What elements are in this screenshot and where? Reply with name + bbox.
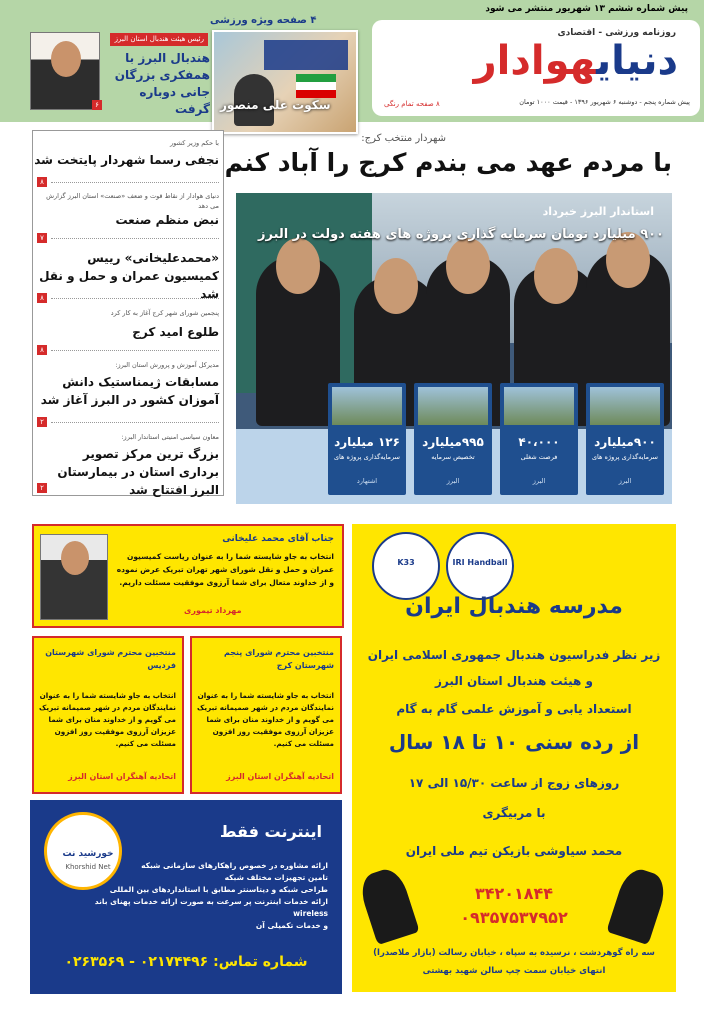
sidebar-kicker: با حکم وزیر کشور [170, 139, 219, 147]
internet-ad-services [58, 860, 328, 932]
stat-label: تخصیص سرمایه [431, 453, 475, 461]
stat-value: ۹۹۵میلیارد [422, 435, 484, 449]
divider [51, 350, 219, 351]
promo-cover-image[interactable] [212, 30, 358, 134]
sidebar-item[interactable] [33, 187, 223, 242]
school-title: مدرسه هندبال ایران [405, 594, 623, 619]
congrats-title: منتخبین محترم شورای شهرستان فردیس [45, 648, 176, 670]
divider [51, 422, 219, 423]
internet-ad-phone[interactable]: شماره تماس: ۰۲۱۷۴۴۹۶ - ۰۲۶۳۵۶۹ [64, 954, 308, 970]
logo-subtext: Khorshid Net [65, 863, 111, 871]
congrats-body: انتخاب به جاو شایسته شما را به عنوان نمایندگان مردم در شهر صمیمانه تبریک می گویم و از خداوند منان برای شما عزیزان آرزوی موفقیت روز افزون مسئلت می کنیم. [197, 691, 334, 748]
congrats-body: انتخاب به جاو شایسته شما را به عنوان نمایندگان مردم در شهر صمیمانه تبریک می گویم و از خداوند منان برای شما عزیزان آرزوی موفقیت روز افزون مسئلت می کنیم. [39, 691, 176, 748]
top-story-kicker: رئیس هیئت هندبال استان البرز [110, 33, 208, 46]
masthead-logo [474, 38, 678, 84]
lead-subheadline: ۹۰۰ میلیارد تومان سرمایه گذاری پروژه های هفته دولت در البرز [258, 227, 664, 242]
divider [51, 238, 219, 239]
sidebar-title: نجفی رسما شهردار پایتخت شد [34, 153, 219, 167]
logo-text: K33 [397, 558, 415, 567]
stat-value: ۴۰،۰۰۰ [518, 435, 560, 449]
stat-label: سرمایه‌گذاری پروژه های [333, 453, 401, 461]
logo-part2: هوادار [473, 38, 597, 84]
congrats-title: منتخبین محترم شورای پنجم شهرستان کرج [223, 648, 334, 670]
service-line: ارائه خدمات اینترنت پر سرعت به صورت ارائه خدمات پهنای باند wireless [94, 897, 328, 918]
top-story-photo [30, 32, 100, 110]
stat-card [414, 383, 492, 495]
handball-federation-logo [446, 532, 514, 600]
school-age-range: از رده سنی ۱۰ تا ۱۸ سال [388, 730, 640, 754]
masthead-pretitle: پیش شماره ششم ۱۳ شهریور منتشر می شود [485, 4, 688, 14]
service-line: تامین تجهیزات مختلف شبکه [224, 873, 328, 882]
congrats-ad-karaj[interactable] [190, 636, 342, 794]
congrats-signature: مهرداد تیموری [184, 606, 242, 615]
sidebar-title: بزرگ ترین مرکز تصویر برداری استان در بیمارستان البرز افتتاح شد [57, 447, 219, 497]
masthead-dateline: پیش شماره پنجم - دوشنبه ۶ شهریور ۱۳۹۶ - قیمت ۱۰۰۰ تومان [519, 98, 690, 106]
stat-label: سرمایه‌گذاری پروژه‌ های [591, 453, 659, 461]
school-address: انتهای خیابان سمت چپ سالن شهید بهشتی [422, 966, 606, 976]
sidebar-title: «محمدعلیخانی» رییس کمیسیون عمران و حمل و نقل شد [39, 251, 219, 301]
school-line: زیر نظر فدراسیون هندبال جمهوری اسلامی ایران [367, 648, 661, 662]
top-story-page: ۶ [92, 100, 102, 110]
stat-province: اشتهارد [356, 477, 378, 485]
congrats-ad-alikhani[interactable] [32, 524, 344, 628]
school-coach: محمد سیاوشی بازیکن تیم ملی ایران [405, 844, 623, 858]
sidebar-kicker: پنجمین شورای شهر کرج آغاز به کار کرد [110, 309, 219, 317]
sidebar-item[interactable] [33, 429, 223, 495]
sidebar-title: مسابقات ژیمناستیک دانش آموزان کشور در البرز آغاز شد [40, 375, 219, 407]
internet-ad-title: اینترنت فقط [219, 822, 322, 841]
sidebar-item[interactable] [33, 131, 223, 187]
service-line: و خدمات تکمیلی آن [255, 921, 328, 930]
logo-text: IRI Handball [452, 558, 508, 567]
sidebar-page: ۸ [37, 345, 47, 355]
stat-card [586, 383, 664, 495]
congrats-ad-fardis[interactable] [32, 636, 184, 794]
sidebar-title: طلوع امید کرج [132, 325, 219, 339]
handball-player-icon [606, 865, 669, 945]
stat-label: فرصت شغلی [520, 453, 558, 461]
school-line: و هیئت هندبال استان البرز [434, 674, 593, 688]
promo-caption: سکوت علی منصور [220, 98, 331, 112]
lead-subkicker: استاندار البرز خبرداد [542, 205, 654, 218]
sidebar-page: ۸ [37, 293, 47, 303]
k33-logo [372, 532, 440, 600]
sidebar-kicker: مدیرکل آموزش و پرورش استان البرز: [115, 361, 219, 369]
sidebar-kicker: دنیای هوادار از نقاط قوت و ضعف «صنعت» استان البرز گزارش می دهد [46, 192, 219, 210]
sidebar-page: ۲ [37, 417, 47, 427]
stat-province: البرز [618, 477, 632, 485]
stat-province: البرز [446, 477, 460, 485]
masthead-subtitle: روزنامه ورزشی - اقتصادی [557, 28, 676, 38]
internet-ad[interactable] [30, 800, 342, 994]
sidebar-item[interactable] [33, 241, 223, 302]
stat-card [328, 383, 406, 495]
divider [51, 182, 219, 183]
congrats-signature: اتحادیه آهنگران استان البرز [68, 772, 176, 781]
stat-province: البرز [532, 477, 546, 485]
sidebar-page: ۸ [37, 177, 47, 187]
masthead-pages: ۸ صفحه تمام رنگی [384, 100, 440, 108]
promo-label: ۴ صفحه ویژه ورزشی [210, 15, 317, 26]
congrats-signature: اتحادیه آهنگران استان البرز [226, 772, 334, 781]
school-line: استعداد یابی و آموزش علمی گام به گام [396, 702, 632, 716]
logo-part1: دنیای [596, 38, 678, 84]
school-schedule: روزهای زوج از ساعت ۱۵/۳۰ الی ۱۷ [408, 776, 620, 790]
school-line: با مربیگری [482, 806, 546, 820]
lead-headline[interactable]: با مردم عهد می بندم کرج را آباد کنم [224, 148, 672, 177]
sidebar-title: نبض منظم صنعت [115, 213, 219, 227]
sidebar-page: ۲ [37, 483, 47, 493]
school-address: سه راه گوهردشت ، نرسیده به سپاه ، خیابان رسالت (بازار ملاصدرا) [373, 948, 655, 958]
stat-value: ۹۰۰میلیارد [594, 435, 656, 449]
header-band [0, 0, 704, 122]
service-line: طراحی شبکه و دیتاسنتر مطابق با استانداردهای بین المللی [109, 885, 328, 894]
stat-card [500, 383, 578, 495]
lead-kicker: شهردار منتخب کرج: [361, 133, 446, 144]
handball-school-ad[interactable] [352, 524, 676, 992]
congrats-photo [40, 534, 108, 620]
sidebar-kicker: معاون سیاسی امنیتی استاندار البرز: [121, 433, 219, 441]
school-mobile[interactable]: ۰۹۳۵۷۵۳۷۹۵۲ [460, 908, 568, 927]
service-line: ارائه مشاوره در خصوص راهکارهای سازمانی شبکه [141, 861, 328, 870]
sidebar-page: ۷ [37, 233, 47, 243]
congrats-title: جناب آقای محمد علیخانی [222, 534, 334, 544]
top-story-title[interactable]: هندبال البرز با همفکری بزرگان جانی دوباره گرفت [114, 51, 210, 116]
lead-photo-box[interactable] [236, 193, 672, 504]
congrats-body: انتخاب به جاو شایسته شما را به عنوان ریاست کمیسیون عمران و حمل و نقل شورای شهر تهران تبریک عرض نموده و از خداوند متعال برای شما آرزوی موفقیت مسئلت داریم. [116, 552, 334, 587]
logo-text: خورشید نت [62, 849, 114, 859]
masthead[interactable] [372, 4, 700, 116]
stat-value: ۱۲۶ میلیارد [334, 435, 400, 449]
divider [51, 298, 219, 299]
handball-player-icon [356, 865, 419, 945]
school-phone[interactable]: ۳۴۲۰۱۸۴۴ [474, 884, 554, 903]
sidebar-item[interactable] [33, 357, 223, 426]
sidebar-item[interactable] [33, 303, 223, 354]
news-sidebar [32, 130, 224, 496]
